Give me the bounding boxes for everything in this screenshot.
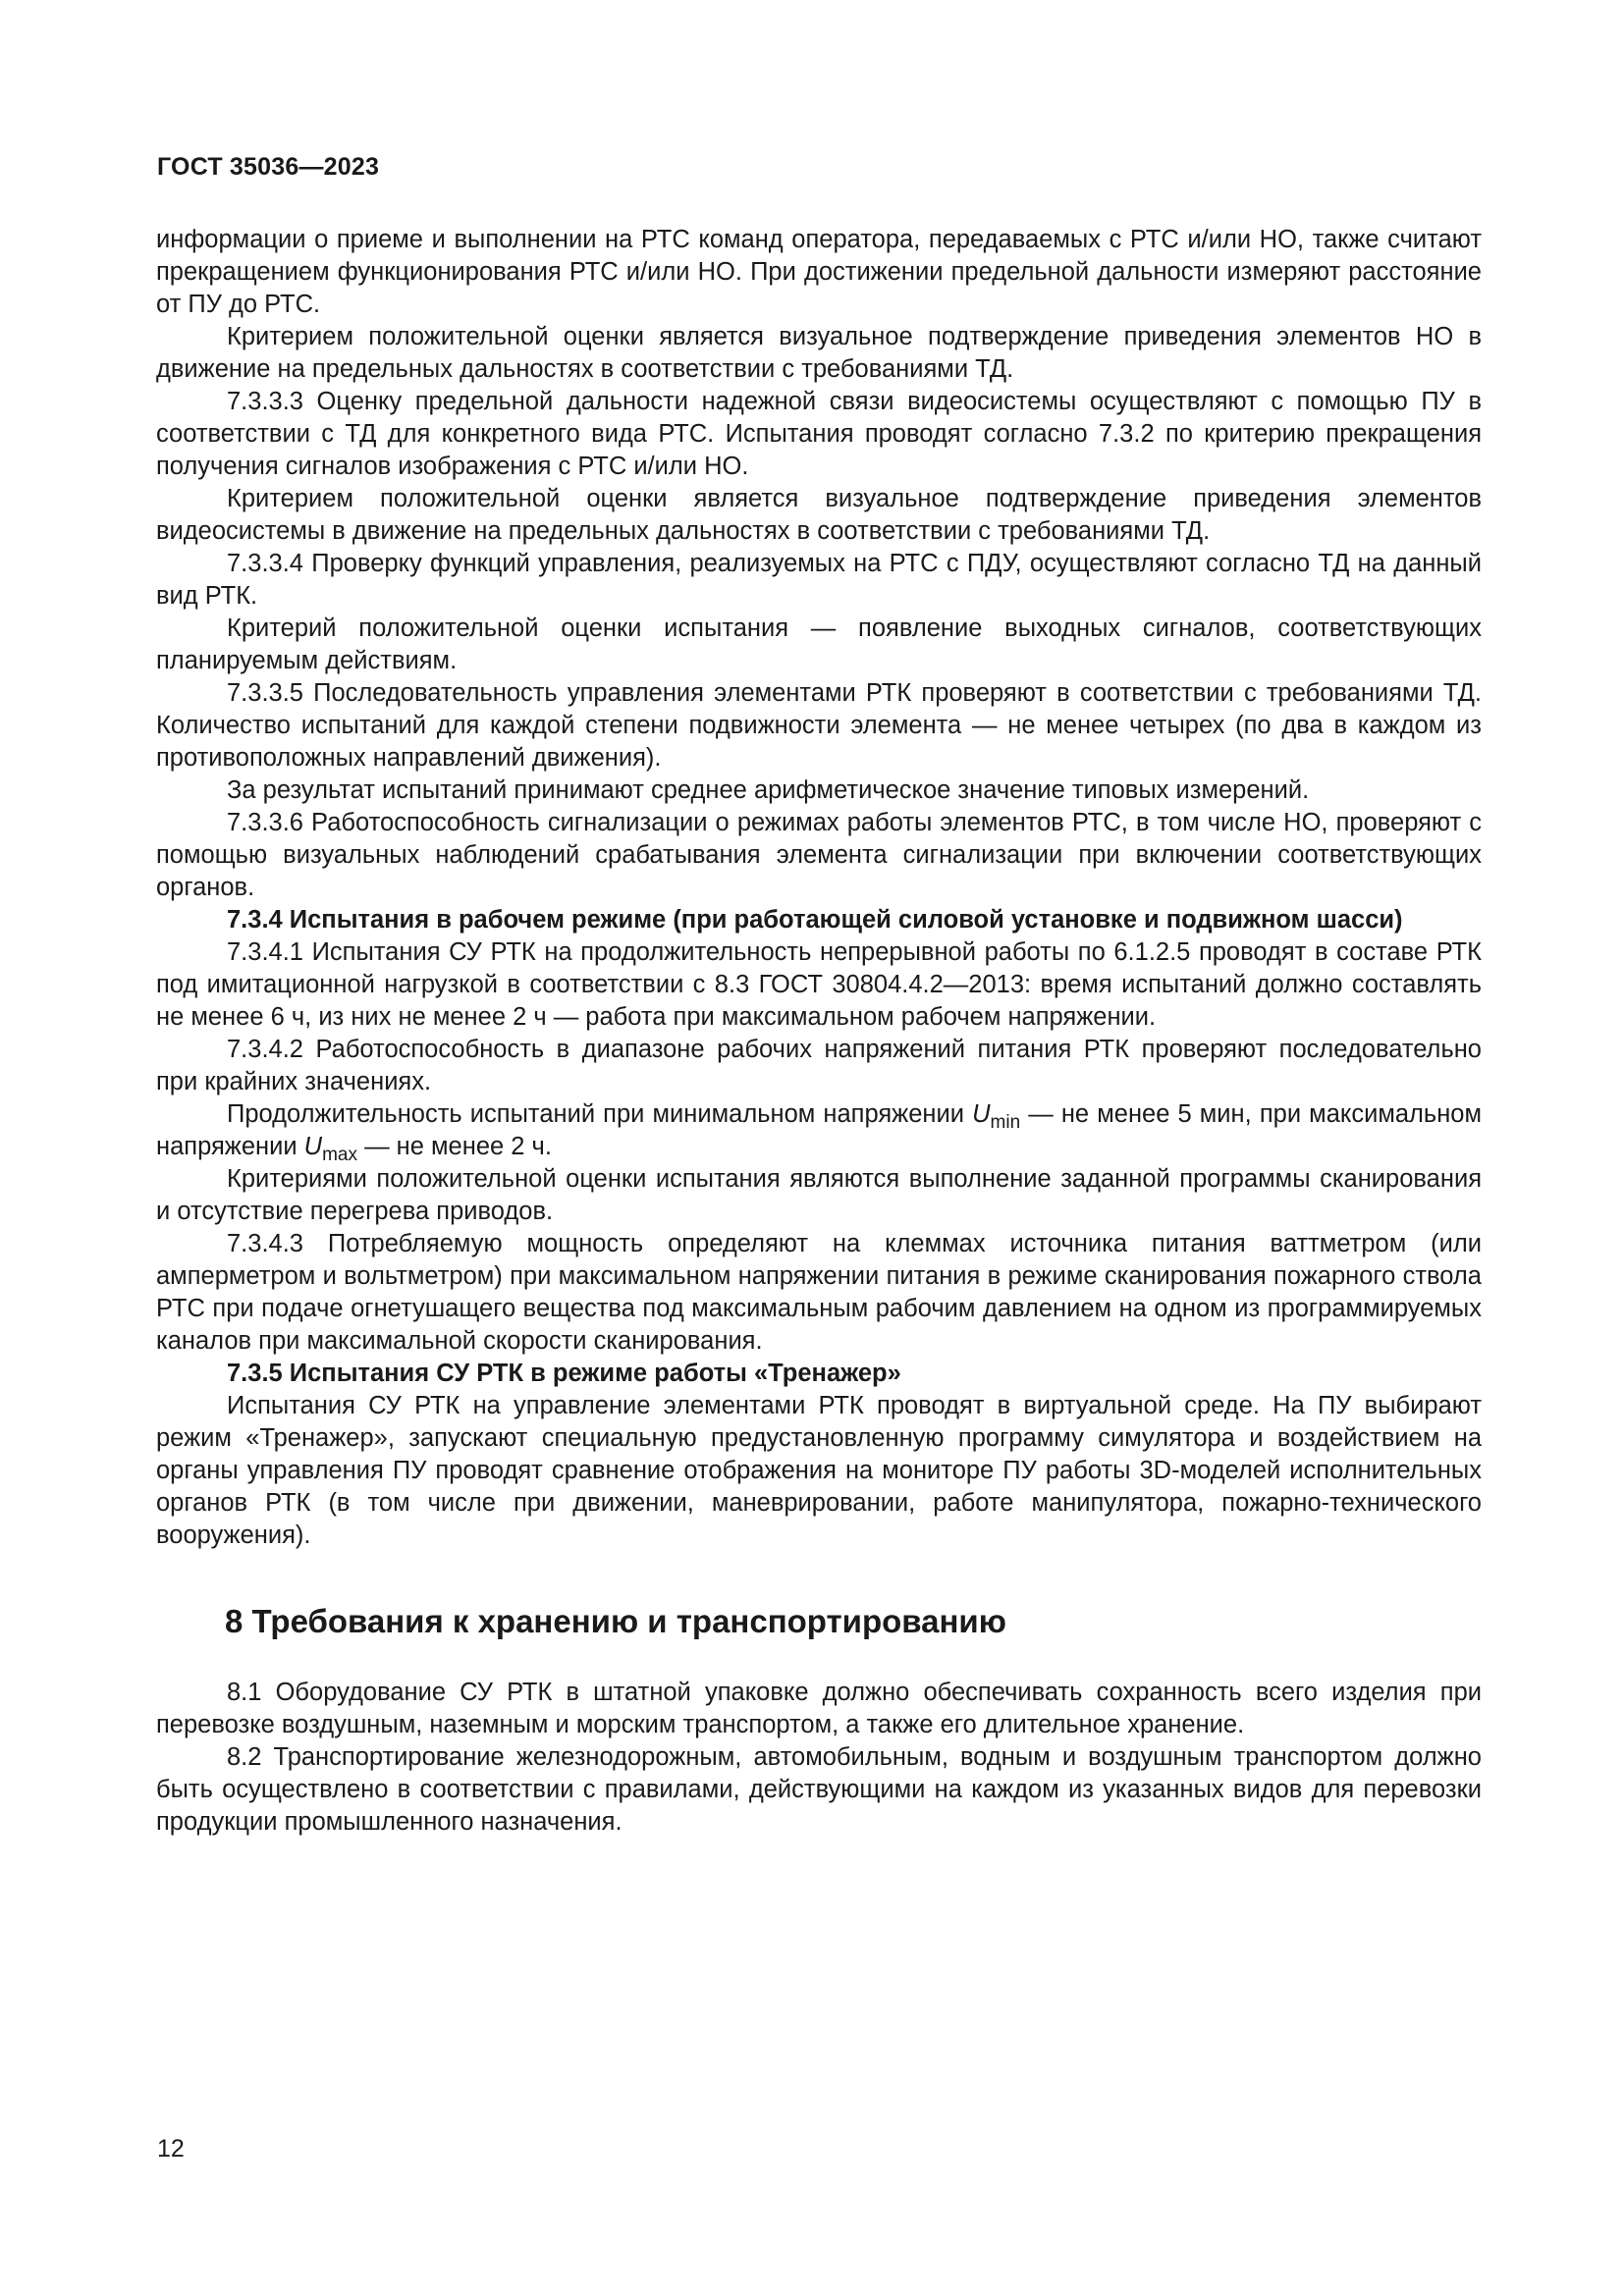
section-heading-8: 8 Требования к хранению и транспортированию <box>225 1603 1006 1639</box>
paragraph: 7.3.3.4 Проверку функций управления, реализуемых на РТС с ПДУ, осуществляют согласно ТД на данный вид РТК. <box>156 550 1482 610</box>
subscript-min: min <box>990 1112 1021 1133</box>
paragraph: Критерием положительной оценки является визуальное подтверждение приведения элементов видеосистемы в движение на предельных дальностях в соответствии с требованиями ТД. <box>156 485 1482 545</box>
document-body <box>156 224 1482 1839</box>
subscript-max: max <box>322 1145 357 1165</box>
paragraph: Критерием положительной оценки является визуальное подтверждение приведения элементов НО в движение на предельных дальностях в соответствии с требованиями ТД. <box>156 323 1482 383</box>
document-header: ГОСТ 35036—2023 <box>157 153 380 181</box>
subsection-heading-7-3-4: 7.3.4 Испытания в рабочем режиме (при работающей силовой установке и подвижном шасси) <box>227 906 1403 934</box>
paragraph: 7.3.4.2 Работоспособность в диапазоне рабочих напряжений питания РТК проверяют последовательно при крайних значениях. <box>156 1036 1482 1095</box>
paragraph-voltage-duration <box>156 1098 1482 1163</box>
text-fragment: Продолжительность испытаний при минимальном напряжении <box>227 1100 973 1128</box>
paragraph-continuation: информации о приеме и выполнении на РТС команд оператора, передаваемых с РТС и/или НО, также считают прекращением функционирования РТС и/или НО. При достижении предельной дальности измеряют расстояние от ПУ до РТС. <box>156 226 1482 318</box>
paragraph: 7.3.3.3 Оценку предельной дальности надежной связи видеосистемы осуществляют с помощью ПУ в соответствии с ТД для конкретного вида РТС. Испытания проводят согласно 7.3.2 по критерию прекращения получения сигналов изображения с РТС и/или НО. <box>156 388 1482 480</box>
paragraph: Критерий положительной оценки испытания — появление выходных сигналов, соответствующих планируемым действиям. <box>156 614 1482 674</box>
paragraph: Испытания СУ РТК на управление элементами РТК проводят в виртуальной среде. На ПУ выбирают режим «Тренажер», запускают специальную предустановленную программу симулятора и воздействием на органы управления ПУ проводят сравнение отображения на мониторе ПУ работы 3D-моделей исполнительных органов РТК (в том числе при движении, маневрировании, работе манипулятора, пожарно-технического вооружения). <box>156 1392 1482 1549</box>
paragraph: 8.1 Оборудование СУ РТК в штатной упаковке должно обеспечивать сохранность всего изделия при перевозке воздушным, наземным и морским транспортом, а также его длительное хранение. <box>156 1679 1482 1738</box>
page-number: 12 <box>157 2135 185 2163</box>
paragraph: 7.3.3.5 Последовательность управления элементами РТК проверяют в соответствии с требованиями ТД. Количество испытаний для каждой степени подвижности элемента — не менее четырех (по два в каждом из противоположных направлений движения). <box>156 679 1482 772</box>
paragraph: 7.3.4.3 Потребляемую мощность определяют на клеммах источника питания ваттметром (или амперметром и вольтметром) при максимальном напряжении питания в режиме сканирования пожарного ствола РТС при подаче огнетушащего вещества под максимальным рабочим давлением на одном из программируемых каналов при максимальной скорости сканирования. <box>156 1230 1482 1355</box>
paragraph: 7.3.3.6 Работоспособность сигнализации о режимах работы элементов РТС, в том числе НО, проверяют с помощью визуальных наблюдений срабатывания элемента сигнализации при включении соответствующих органов. <box>156 809 1482 901</box>
symbol-u: U <box>972 1100 991 1128</box>
paragraph: 7.3.4.1 Испытания СУ РТК на продолжительность непрерывной работы по 6.1.2.5 проводят в составе РТК под имитационной нагрузкой в соответствии с 8.3 ГОСТ 30804.4.2—2013: время испытаний должно составлять не менее 6 ч, из них не менее 2 ч — работа при максимальном рабочем напряжении. <box>156 938 1482 1031</box>
subsection-heading-7-3-5: 7.3.5 Испытания СУ РТК в режиме работы «Тренажер» <box>227 1360 901 1387</box>
paragraph: Критериями положительной оценки испытания являются выполнение заданной программы сканирования и отсутствие перегрева приводов. <box>156 1165 1482 1225</box>
paragraph: За результат испытаний принимают среднее арифметическое значение типовых измерений. <box>227 776 1310 804</box>
symbol-u: U <box>303 1133 323 1160</box>
text-fragment: — не менее 5 мин, при максимальном напряжении <box>156 1100 1482 1160</box>
paragraph: 8.2 Транспортирование железнодорожным, автомобильным, водным и воздушным транспортом должно быть осуществлено в соответствии с правилами, действующими на каждом из указанных видов для перевозки продукции промышленного назначения. <box>156 1743 1482 1836</box>
text-fragment: — не менее 2 ч. <box>357 1133 552 1160</box>
